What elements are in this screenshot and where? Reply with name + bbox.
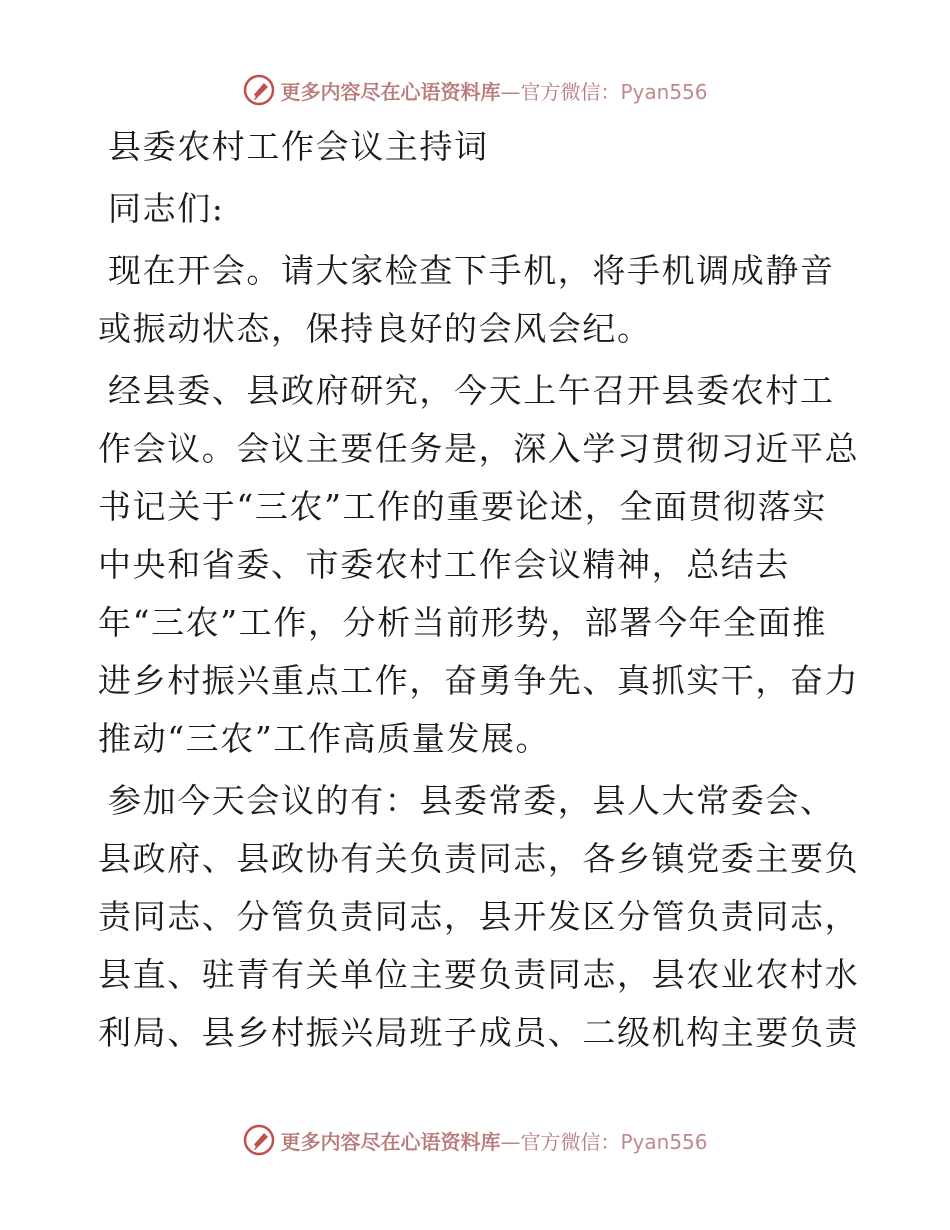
watermark-wechat-label: 官方微信：: [520, 1129, 621, 1154]
paragraph-line: 进乡村振兴重点工作，奋勇争先、真抓实干，奋力: [98, 661, 860, 700]
document-body: [98, 118, 858, 1062]
watermark-wechat-id: Pyan556: [620, 79, 708, 104]
watermark-text: [280, 76, 707, 105]
paragraph-2: [98, 362, 858, 768]
watermark-main: 更多内容尽在心语资料库: [280, 79, 501, 104]
paragraph-line: 或振动状态，保持良好的会风会纪。: [98, 309, 652, 348]
watermark-separator: —: [500, 1129, 521, 1154]
watermark-wechat-label: 官方微信：: [520, 79, 621, 104]
paragraph-line: 推动“三农”工作高质量发展。: [98, 719, 551, 758]
footer-watermark-banner: [0, 1120, 950, 1160]
paragraph-3: [98, 772, 858, 1062]
paragraph-line: 经县委、县政府研究，今天上午召开县委农村工: [108, 371, 835, 410]
watermark-separator: —: [500, 79, 521, 104]
paragraph-line: 县政府、县政协有关负责同志，各乡镇党委主要负: [98, 839, 860, 878]
header-watermark-banner: [0, 70, 950, 110]
paragraph-line: 现在开会。请大家检查下手机，将手机调成静音: [108, 251, 835, 290]
watermark-wechat-id: Pyan556: [620, 1129, 708, 1154]
document-title: 县委农村工作会议主持词: [108, 127, 489, 166]
paragraph-line: 县直、驻青有关单位主要负责同志，县农业农村水: [98, 955, 860, 994]
paragraph-1: [98, 242, 858, 358]
watermark-text: [280, 1126, 707, 1155]
paragraph-line: 作会议。会议主要任务是，深入学习贯彻习近平总: [98, 429, 860, 468]
paragraph-line: 书记关于“三农”工作的重要论述，全面贯彻落实: [98, 487, 827, 526]
paragraph-line: 责同志、分管负责同志，县开发区分管负责同志，: [98, 897, 860, 936]
pen-nib-logo-icon: [242, 1123, 276, 1157]
watermark-main: 更多内容尽在心语资料库: [280, 1129, 501, 1154]
paragraph-line: 中央和省委、市委农村工作会议精神，总结去: [98, 545, 790, 584]
paragraph-line: 年“三农”工作，分析当前形势，部署今年全面推: [98, 603, 827, 642]
pen-nib-logo-icon: [242, 73, 276, 107]
salutation: 同志们:: [108, 189, 225, 228]
paragraph-line: 参加今天会议的有：县委常委，县人大常委会、: [108, 781, 835, 820]
paragraph-line: 利局、县乡村振兴局班子成员、二级机构主要负责: [98, 1013, 860, 1052]
